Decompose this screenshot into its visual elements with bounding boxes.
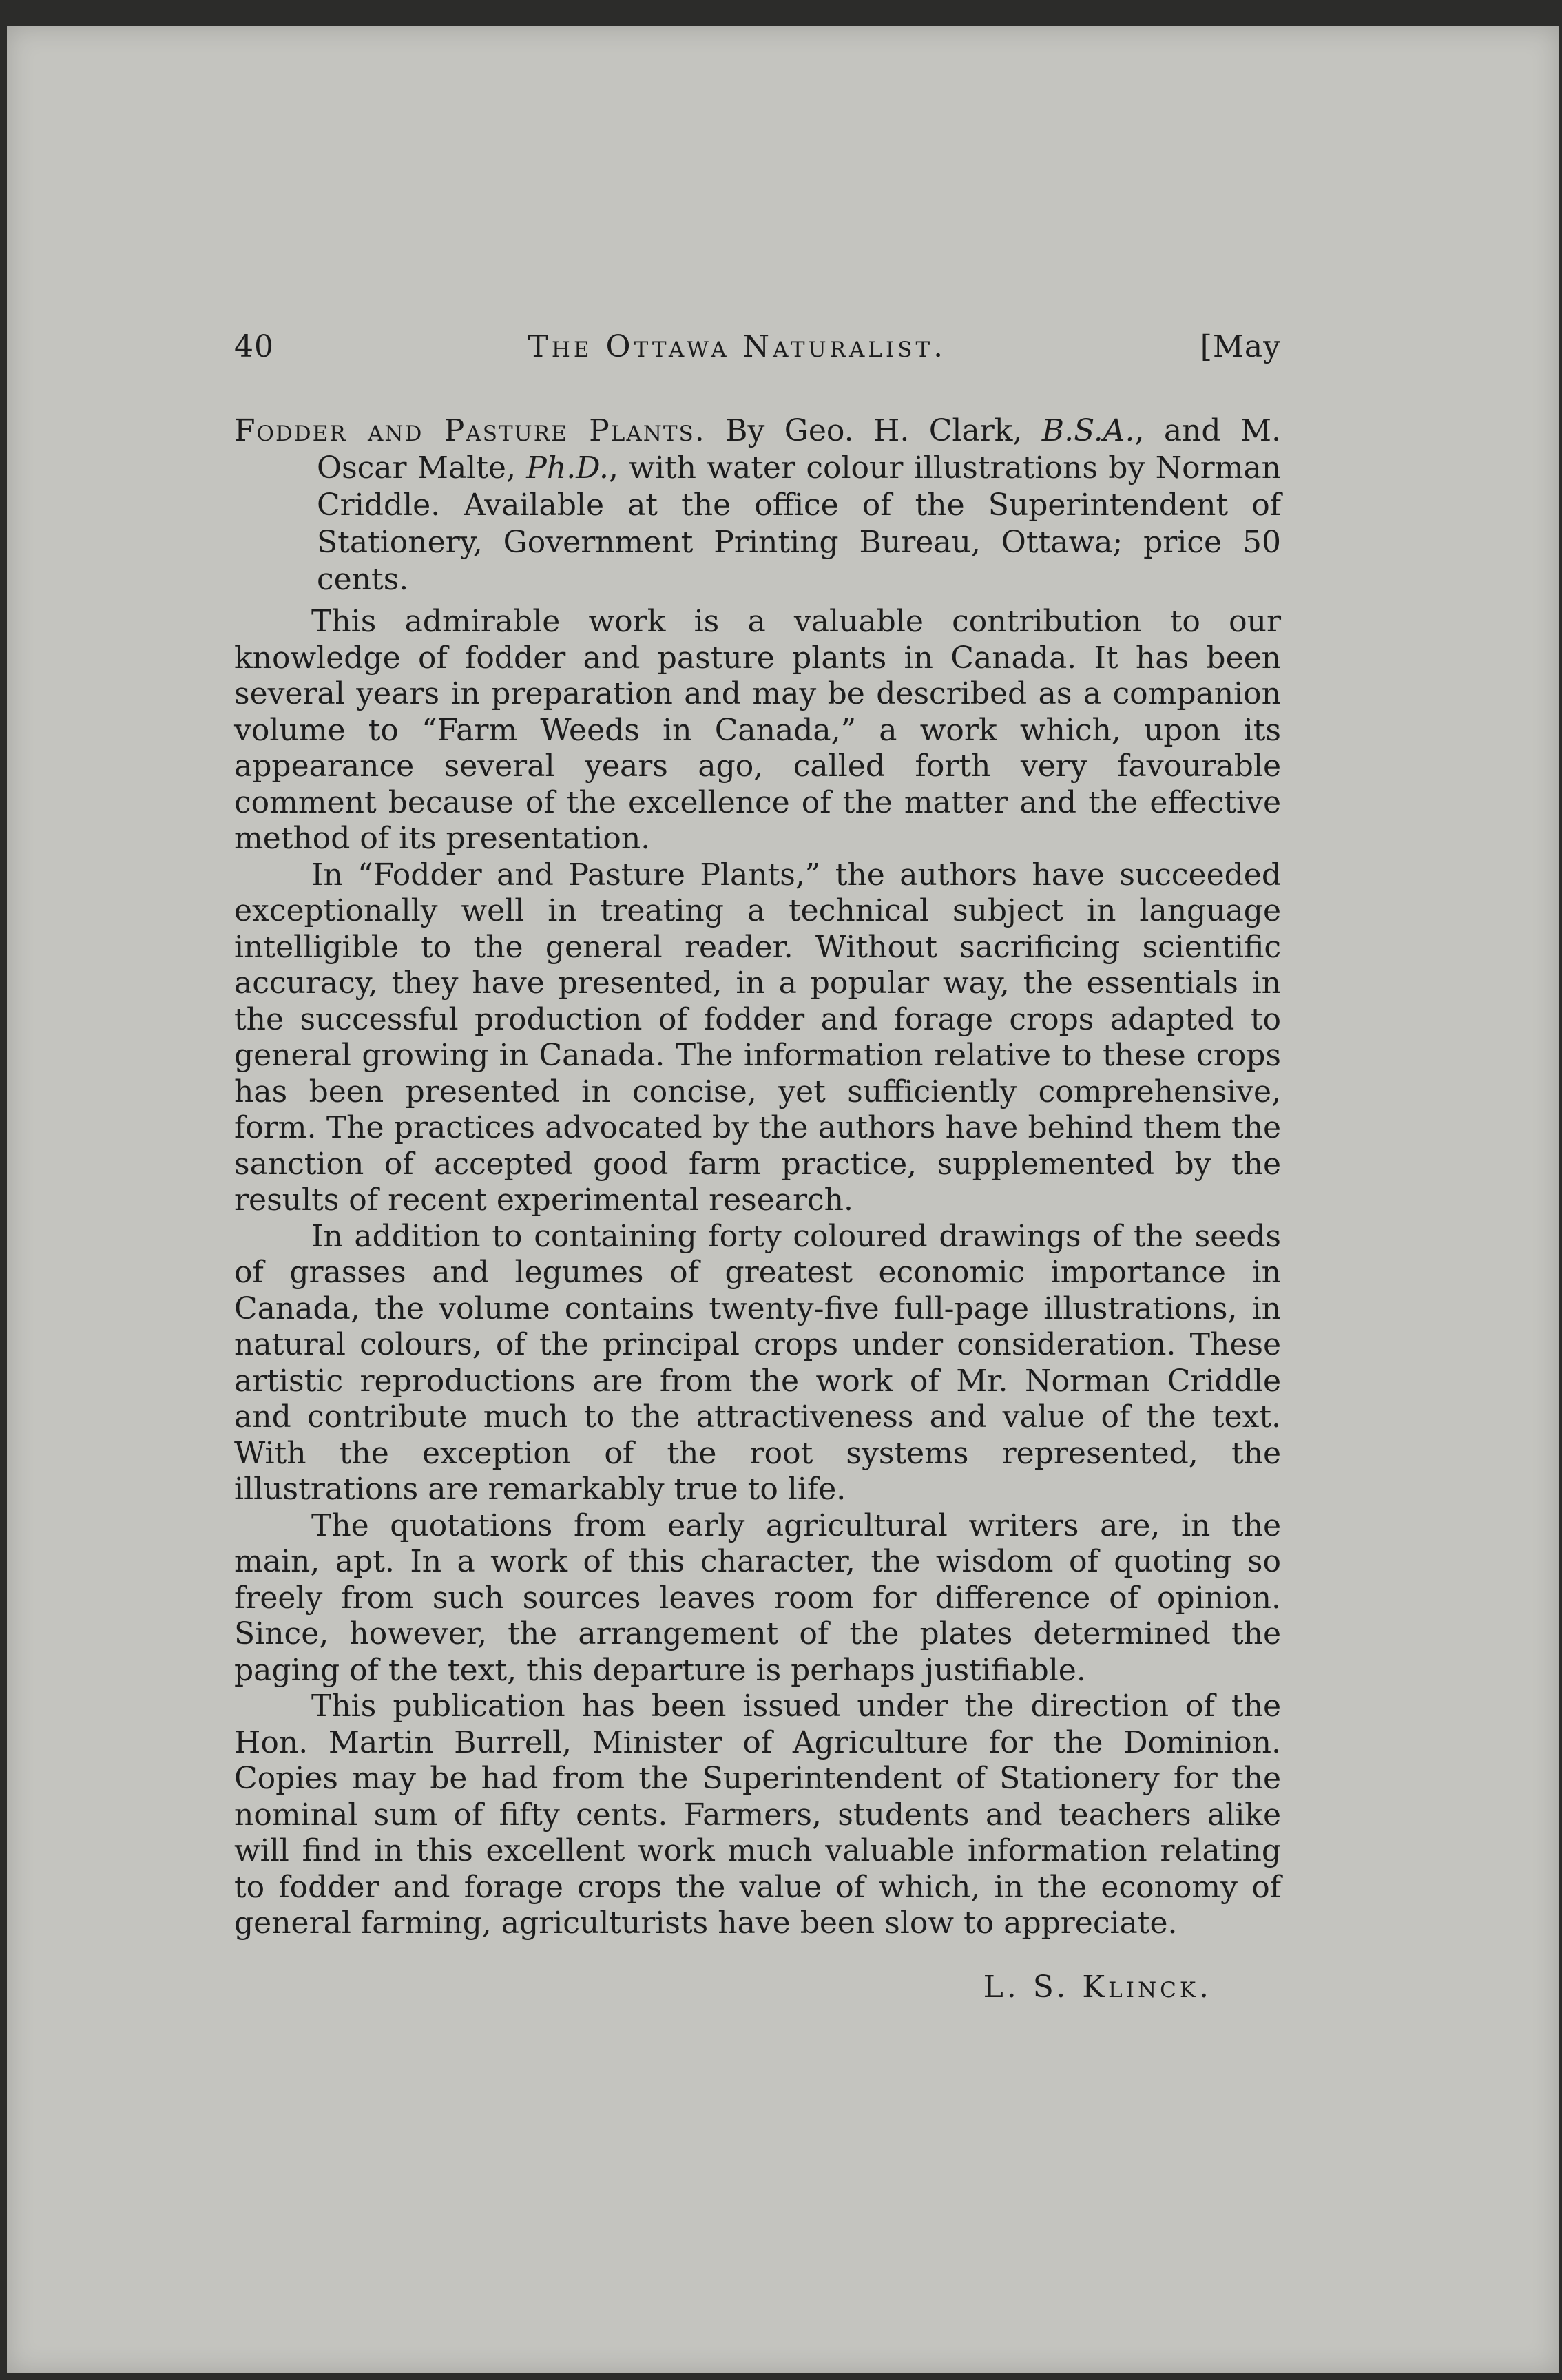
by-text: By Geo. H. Clark, <box>705 413 1042 448</box>
text-block <box>234 329 1281 2005</box>
journal-title: The Ottawa Naturalist. <box>528 329 947 364</box>
degree-bsa: B.S.A. <box>1041 413 1135 448</box>
paragraph-4: The quotations from early agricultural writers are, in the main, apt. In a work of this character, the wisdom of quoting so freely from such sources leaves room for difference of opinion. Since, however, the arrangement of the plates determined the paging of the text, this departure is perhaps justifiable. <box>234 1507 1281 1688</box>
book-title: Fodder and Pasture Plants. <box>234 413 706 448</box>
paragraph-5: This publication has been issued under the direction of the Hon. Martin Burrell, Minister of Agriculture for the Dominion. Copies may be had from the Superintendent of Stationery for the nominal sum of fifty cents. Farmers, students and teachers alike will find in this excellent work much valuable information relating to fodder and forage crops the value of which, in the economy of general farming, agriculturists have been slow to appreciate. <box>234 1689 1281 1941</box>
scanned-page <box>7 26 1559 2373</box>
and-text: , and M. Oscar Malte, <box>317 413 1281 486</box>
paragraph-3: In addition to containing forty coloured drawings of the seeds of grasses and legumes of greatest economic importance in Canada, the volume contains twenty-five full-page illustrations, in natural colours, of the principal crops under consideration. These artistic reproductions are from the work of Mr. Norman Criddle and contribute much to the attractiveness and value of the text. With the exception of the root systems represented, the illustrations are remarkably true to life. <box>234 1218 1281 1507</box>
reviewer-signature: L. S. Klinck. <box>983 1969 1212 2005</box>
issue-month: [May <box>1200 329 1281 364</box>
review-heading <box>234 413 1281 598</box>
running-head <box>234 329 1281 364</box>
degree-phd: Ph.D. <box>526 450 609 486</box>
paragraph-2: In “Fodder and Pasture Plants,” the authors have succeeded exceptionally well in treating a technical subject in language intelligible to the general reader. Without sacrificing scientific accuracy, they have presented, in a popular way, the essentials in the successful production of fodder and forage crops adapted to general growing in Canada. The information relative to these crops has been presented in concise, yet sufficiently comprehensive, form. The practices advocated by the authors have behind them the sanction of accepted good farm practice, supplemented by the results of recent experimental research. <box>234 857 1281 1218</box>
page-number: 40 <box>234 329 274 364</box>
publication-details: , with water colour illustrations by Norman Criddle. Available at the office of the Superintendent of Stationery, Government Printing Bureau, Ottawa; price 50 cents. <box>317 450 1281 597</box>
paragraph-1: This admirable work is a valuable contribution to our knowledge of fodder and pasture plants in Canada. It has been several years in preparation and may be described as a companion volume to “Farm Weeds in Canada,” a work which, upon its appearance several years ago, called forth very favourable comment because of the excellence of the matter and the effective method of its presentation. <box>234 604 1281 856</box>
